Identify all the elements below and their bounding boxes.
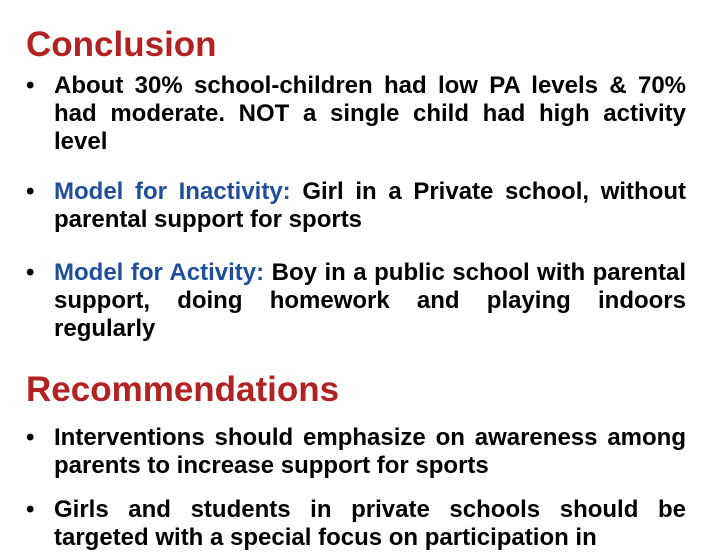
bullet-marker: •	[26, 496, 35, 523]
bullet-marker: •	[26, 259, 35, 286]
bullet-text: Interventions should emphasize on awareness among parents to increase support for sports	[54, 424, 686, 479]
bullet-label: Model for Inactivity:	[54, 178, 291, 205]
conclusion-heading: Conclusion	[26, 25, 217, 64]
bullet-label: Model for Activity:	[54, 259, 265, 286]
bullet-marker: •	[26, 178, 35, 205]
recommendation-bullet-1	[26, 424, 686, 480]
conclusion-bullet-3	[26, 259, 686, 343]
bullet-text: About 30% school-children had low PA levels & 70% had moderate. NOT a single child had high activity level	[54, 72, 686, 155]
recommendations-heading: Recommendations	[26, 370, 340, 409]
conclusion-bullet-2	[26, 178, 686, 234]
bullet-text: Girl in a Private school, without parental support for sports	[54, 178, 687, 233]
bullet-marker: •	[26, 424, 35, 451]
recommendation-bullet-2	[26, 496, 686, 552]
conclusion-bullet-1	[26, 72, 686, 156]
bullet-content	[54, 178, 686, 234]
bullet-marker: •	[26, 72, 35, 99]
bullet-content	[54, 259, 686, 343]
bullet-text: Boy in a public school with parental support, doing homework and playing indoors regularly	[54, 259, 686, 342]
bullet-text: Girls and students in private schools should be targeted with a special focus on participation in	[54, 496, 686, 551]
